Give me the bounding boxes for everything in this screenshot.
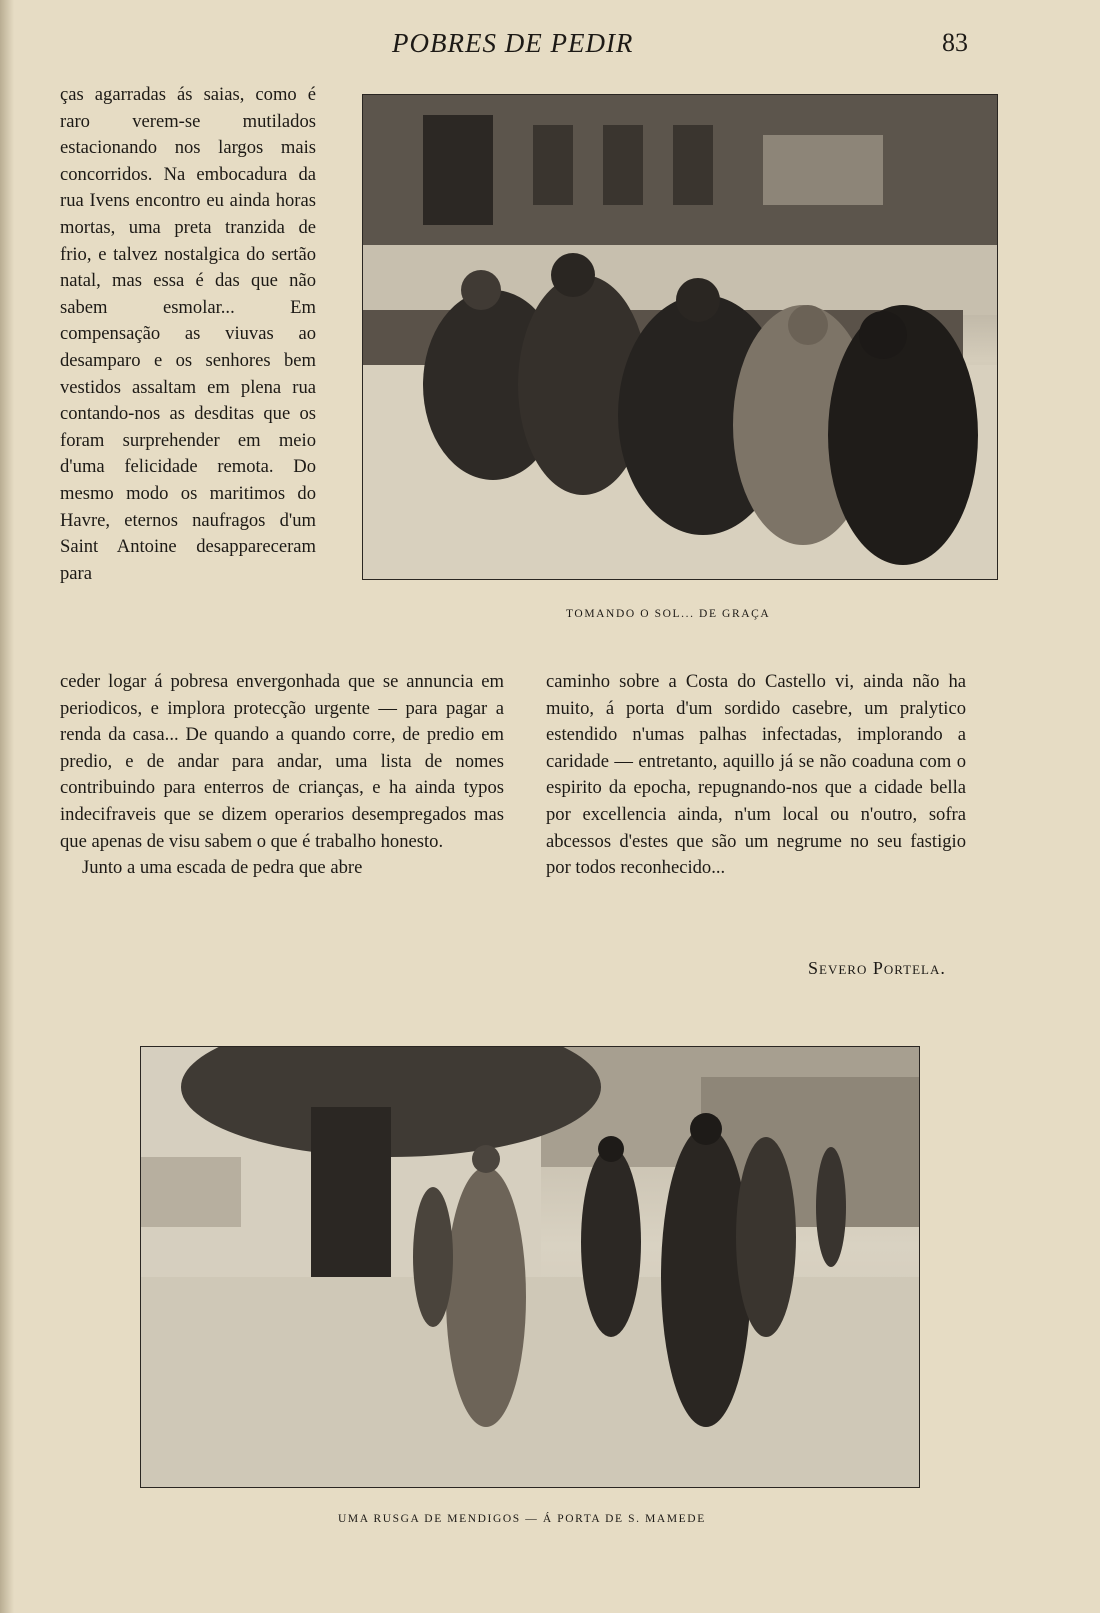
photo-illustration: [363, 95, 997, 579]
text-column-left: [60, 669, 504, 882]
paragraph: ceder logar á pobresa envergonhada que se annuncia em periodicos, e implora protecção urgente — para pagar a renda da casa... De quando a quando corre, de predio em predio, e de andar para andar, uma lista de nomes contribuindo para enterros de crianças, e ha ainda typos indecifraveis que se dizem operarios desempregados mas que apenas de visu sabem o que é trabalho honesto.: [60, 671, 504, 852]
running-title: POBRES DE PEDIR: [392, 28, 634, 58]
photo-beggar-raid: [140, 1046, 920, 1488]
author-signature: Severo Portela.: [808, 958, 946, 978]
text-column-right: [546, 669, 966, 882]
page-number: 83: [942, 28, 968, 57]
text-column-narrow: [60, 82, 316, 587]
paragraph: ças agarradas ás saias, como é raro verem-se mutilados estacionando nos largos mais concorridos. Na embocadura da rua Ivens encontro eu ainda horas mortas, uma preta tranzida de frio, e talvez nostalgica do sertão natal, mas essa é das que não sabem esmolar... Em compensação as viuvas ao desamparo e os senhores bem vestidos assaltam em plena rua contando-nos as desditas que os foram surprehender em meio d'uma felicidade remota. Do mesmo modo os maritimos do Havre, eternos naufragos d'um Saint Antoine desappareceram para: [60, 84, 316, 584]
paragraph: caminho sobre a Costa do Castello vi, ainda não ha muito, á porta d'um sordido casebre, um pralytico estendido n'umas palhas infectadas, implorando a caridade — entretanto, aquillo já se não coaduna com o espirito da epocha, repugnando-nos que a cidade bella por excellencia ainda, n'um local ou n'outro, sofra abcessos d'estes que são um negrume no seu fastigio por todos reconhecido...: [546, 671, 966, 879]
photo-people-on-bench: [362, 94, 998, 580]
figure-caption: UMA RUSGA DE MENDIGOS — Á PORTA DE S. MAMEDE: [338, 1513, 706, 1525]
photo-illustration: [141, 1047, 919, 1487]
page-binding-shadow: [0, 0, 14, 1613]
page-header: [0, 28, 1100, 64]
figure-caption: TOMANDO O SOL... DE GRAÇA: [566, 608, 771, 620]
paragraph: Junto a uma escada de pedra que abre: [82, 857, 363, 879]
